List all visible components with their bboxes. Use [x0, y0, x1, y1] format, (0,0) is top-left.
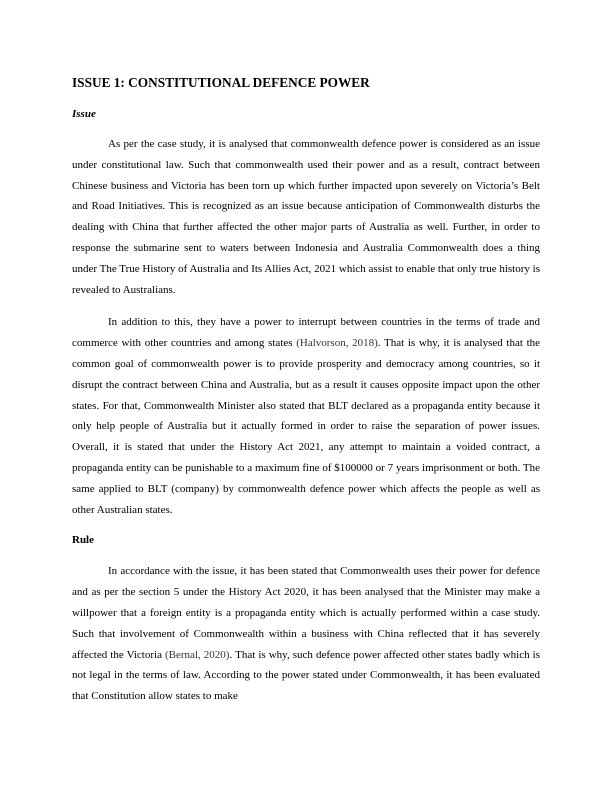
page-title: ISSUE 1: CONSTITUTIONAL DEFENCE POWER — [72, 75, 370, 90]
rule-paragraph-1-text-b: . That is why, such defence power affected other states badly which is not legal in the terms of law. According to the power stated under Commonwealth, it has been evaluated that Constitution allow states to make — [72, 648, 540, 703]
issue-paragraph-2-text-b: . That is why, it is analysed that the common goal of commonwealth power is to provide prosperity and democracy among countries, so it disrupt the contract between China and Australia, but as a result it causes opposite impact upon the other states. For that, Commonwealth Minister also stated that BLT declared as a propaganda entity because it only help people of Australia but it actually formed in order to raise the separation of power issues. Overall, it is stated that under the History Act 2021, any attempt to maintain a voided contract, a propaganda entity can be punishable to a maximum fine of $100000 or 7 years imprisonment or both. The same applied to BLT (company) by commonwealth defence power which affects the people as well as other Australian states. — [72, 337, 541, 516]
rule-heading: Rule — [72, 534, 94, 547]
issue-heading: Issue — [72, 108, 96, 120]
issue-paragraph-1: As per the case study, it is analysed that commonwealth defence power is considered as an issue under constitutional law. Such that commonwealth used their power and as a result, contract between Chinese business and Victoria has been torn up which further impacted upon severely on Victoria’s Belt and Road Initiatives. This is recognized as an issue because anticipation of Commonwealth disturbs the dealing with China that further affected the other major parts of Australia as well. Further, in order to response the submarine sent to waters between Indonesia and Australia Commonwealth does a thing under The True History of Australia and Its Allies Act, 2021 which assist to enable that only true history is revealed to Australians. — [72, 138, 540, 296]
issue-paragraph-2 — [72, 312, 540, 520]
rule-paragraph-1-text-a: In accordance with the issue, it has been stated that Commonwealth uses their power for defence and as per the section 5 under the History Act 2020, it has been analysed that the Minister may make a willpower that a foreign entity is a propaganda entity which is actually performed within a case study. Such that involvement of Commonwealth within a business with China reflected that it has severely affected the Victoria — [72, 565, 540, 661]
document-page — [72, 74, 540, 719]
rule-paragraph-1 — [72, 561, 540, 707]
citation-bernal: (Bernal, 2020) — [165, 648, 230, 661]
citation-halvorson: (Halvorson, 2018) — [296, 337, 378, 350]
issue-paragraph-2-text-a: In addition to this, they have a power to interrupt between countries in the terms of trade and commerce with other countries and among states — [72, 316, 540, 350]
